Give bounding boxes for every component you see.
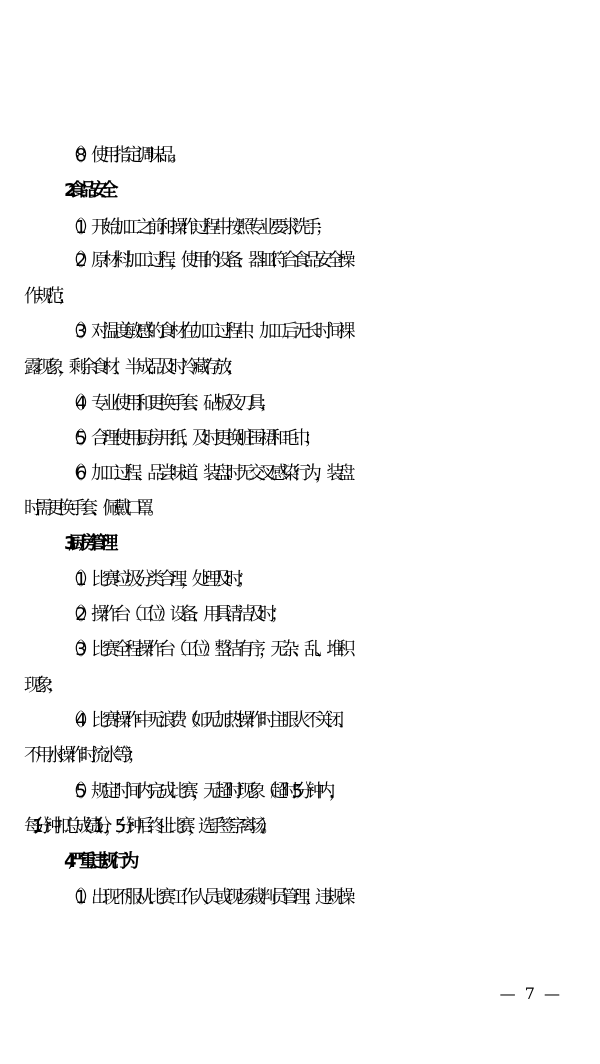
text-line: 时需更换手套、佩戴口罩。 xyxy=(24,498,159,519)
text-line: （1）比赛垃圾分类合理，处理及时； xyxy=(64,569,248,590)
text-line: （4）比赛操作中无浪费（如无加热操作时主眼火不关闭、 xyxy=(64,710,349,731)
text-line: （5）规定时间内完成比赛，无超时现象（超时 5 分钟内， xyxy=(64,781,340,802)
section-heading: 4.严重违规行为 xyxy=(64,851,133,872)
text-line: （4）专业使用和更换手套、砧板及刀具； xyxy=(64,393,271,414)
section-heading: 2.食品安全 xyxy=(64,180,111,201)
text-line: 作规范； xyxy=(24,286,69,307)
text-line: （2）原材料加工过程，使用的设备、器皿符合食品安全操 xyxy=(64,250,349,271)
text-line: （3）对温度敏感的食材在加工过程中、加工后无长时间裸 xyxy=(64,321,349,342)
text-line: （5）合理使用厨房用纸，及时更换脏围裙和毛巾； xyxy=(64,428,316,449)
text-line: 每 1 分钟扣总成绩 1 分，5 分钟后终止比赛，选手签字离场）。 xyxy=(24,816,271,837)
section-heading: 3.厨房管理 xyxy=(64,533,111,554)
page-number: — 7 — xyxy=(499,984,562,1003)
text-line: （3）比赛全程操作台（工位）整洁有序，无杂、乱、堆积 xyxy=(64,639,349,660)
text-line: （6）加工过程、品尝味道、装盘时无交叉感染行为，装盘 xyxy=(64,463,349,484)
text-line: 现象； xyxy=(24,675,58,696)
text-line: （1）出现不服从比赛工作人员或现场裁判员管理；违规操 xyxy=(64,887,349,908)
text-line: 不用水操作时流水等）； xyxy=(24,745,139,766)
text-line: （8）使用指定调味品。 xyxy=(64,145,181,166)
text-line: （2）操作台（工位）设备、用具清洁及时； xyxy=(64,604,282,625)
text-line: （1）开始加工之前和操作过程中按照专业要求洗手； xyxy=(64,217,327,238)
text-line: 露现象，剩余食材、半成品及时冷藏存放； xyxy=(24,357,237,378)
